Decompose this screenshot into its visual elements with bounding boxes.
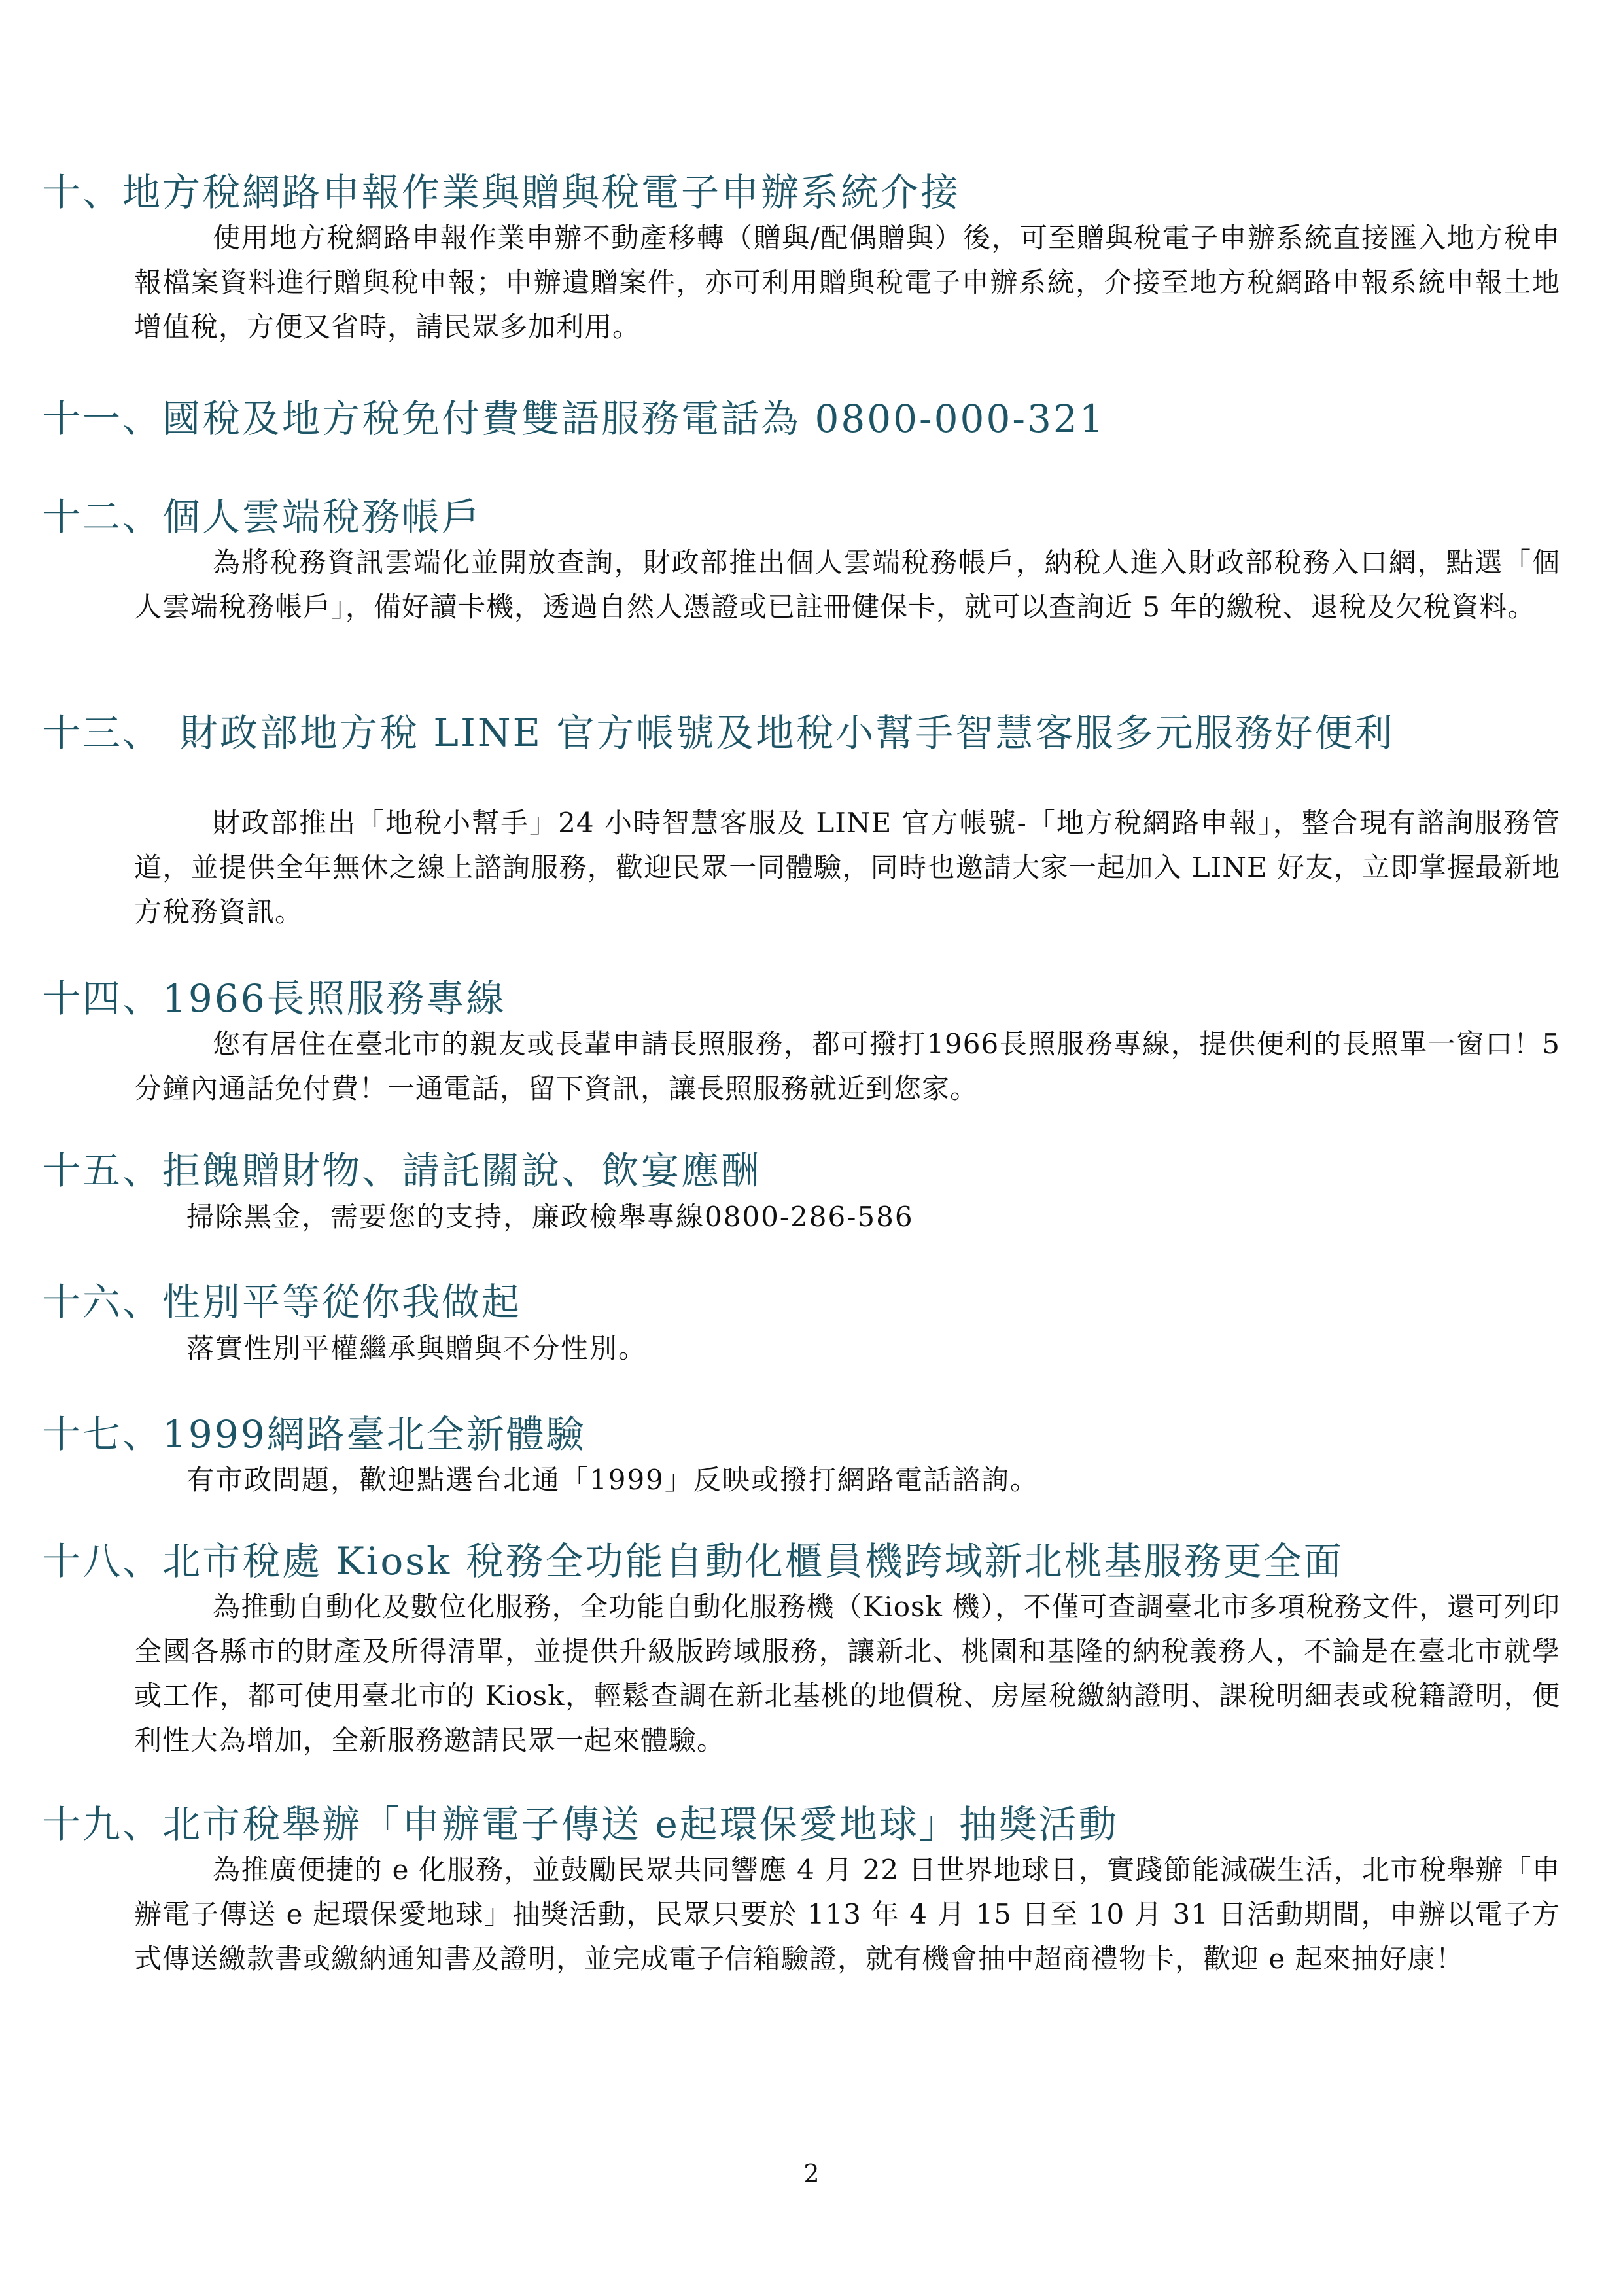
section-heading: 國稅及地方稅免付費雙語服務電話為 0800-000-321 [162,397,1106,441]
section-title [43,1411,586,1458]
section-number: 十六、 [43,1280,163,1324]
section-number: 十五、 [43,1148,163,1193]
section-number: 十二、 [43,495,163,539]
section-number: 十、 [43,170,123,215]
section-body: 為將稅務資訊雲端化並開放查詢，財政部推出個人雲端稅務帳戶，納稅人進入財政部稅務入口網，點選「個人雲端稅務帳戶」，備好讀卡機，透過自然人憑證或已註冊健保卡，就可以查詢近 5 年的繳稅、退稅及欠稅資料。 [134,546,1560,623]
section-body: 為推動自動化及數位化服務，全功能自動化服務機（Kiosk 機），不僅可查調臺北市多項稅務文件，還可列印全國各縣市的財產及所得清單，並提供升級版跨域服務，讓新北、桃園和基隆的納稅義務人，不論是在臺北市就學或工作，都可使用臺北市的 Kiosk，輕鬆查調在新北基桃的地價稅、房屋稅繳納證明、課稅明細表或稅籍證明，便利性大為增加，全新服務邀請民眾一起來體驗。 [134,1591,1560,1756]
section-heading: 財政部地方稅 LINE 官方帳號及地稅小幫手智慧客服多元服務好便利 [180,711,1395,755]
section-title [43,709,1573,756]
page-number: 2 [803,2159,820,2188]
section-title [43,1538,1344,1585]
section-number: 十三、 [43,711,163,755]
section-title [43,1147,761,1194]
section-title [43,169,960,216]
section-body: 財政部推出「地稅小幫手」24 小時智慧客服及 LINE 官方帳號-「地方稅網路申報」，整合現有諮詢服務管道，並提供全年無休之線上諮詢服務，歡迎民眾一同體驗，同時也邀請大家一起加入 LINE 好友，立即掌握最新地方稅務資訊。 [134,807,1560,928]
section-title [43,493,481,540]
section-heading: 北市稅處 Kiosk 稅務全功能自動化櫃員機跨域新北桃基服務更全面 [162,1539,1344,1583]
section-number: 十四、 [43,976,163,1021]
section-title [43,1279,521,1326]
section-number: 十七、 [43,1412,163,1457]
section-heading: 1999網路臺北全新體驗 [162,1412,586,1457]
section-heading: 地方稅網路申報作業與贈與稅電子申辦系統介接 [122,170,961,215]
section-heading: 北市稅舉辦「申辦電子傳送 e起環保愛地球」抽獎活動 [162,1802,1119,1846]
section-line: 有市政問題，歡迎點選台北通「1999」反映或撥打網路電話諮詢。 [186,1464,1039,1496]
section-title [43,1801,1119,1848]
section-body: 為推廣便捷的 e 化服務，並鼓勵民眾共同響應 4 月 22 日世界地球日，實踐節能減碳生活，北市稅舉辦「申辦電子傳送 e 起環保愛地球」抽獎活動，民眾只要於 113 年 4 月 15 日至 10 月 31 日活動期間，申辦以電子方式傳送繳款書或繳納通知書及證明，並完成電子信箱驗證，就有機會抽中超商禮物卡，歡迎 e 起來抽好康！ [134,1854,1560,1975]
section-title [43,975,506,1022]
section-body: 使用地方稅網路申報作業申辦不動產移轉（贈與/配偶贈與）後，可至贈與稅電子申辦系統直接匯入地方稅申報檔案資料進行贈與稅申報；申辦遺贈案件，亦可利用贈與稅電子申辦系統，介接至地方稅網路申報系統申報土地增值稅，方便又省時，請民眾多加利用。 [134,222,1560,343]
section-line: 落實性別平權繼承與贈與不分性別。 [186,1332,648,1364]
section-heading: 性別平等從你我做起 [162,1280,522,1324]
section-body: 您有居住在臺北市的親友或長輩申請長照服務，都可撥打1966長照服務專線，提供便利的長照單一窗口！5分鐘內通話免付費！一通電話，留下資訊，讓長照服務就近到您家。 [134,1028,1560,1104]
section-heading: 1966長照服務專線 [162,976,506,1021]
section-number: 十八、 [43,1539,163,1583]
section-number: 十九、 [43,1802,163,1846]
section-number: 十一、 [43,397,163,441]
section-title [43,395,1106,442]
section-line: 掃除黑金，需要您的支持，廉政檢舉專線0800-286-586 [186,1201,914,1233]
section-heading: 個人雲端稅務帳戶 [162,495,482,539]
section-heading: 拒餽贈財物、請託關說、飲宴應酬 [162,1148,761,1193]
